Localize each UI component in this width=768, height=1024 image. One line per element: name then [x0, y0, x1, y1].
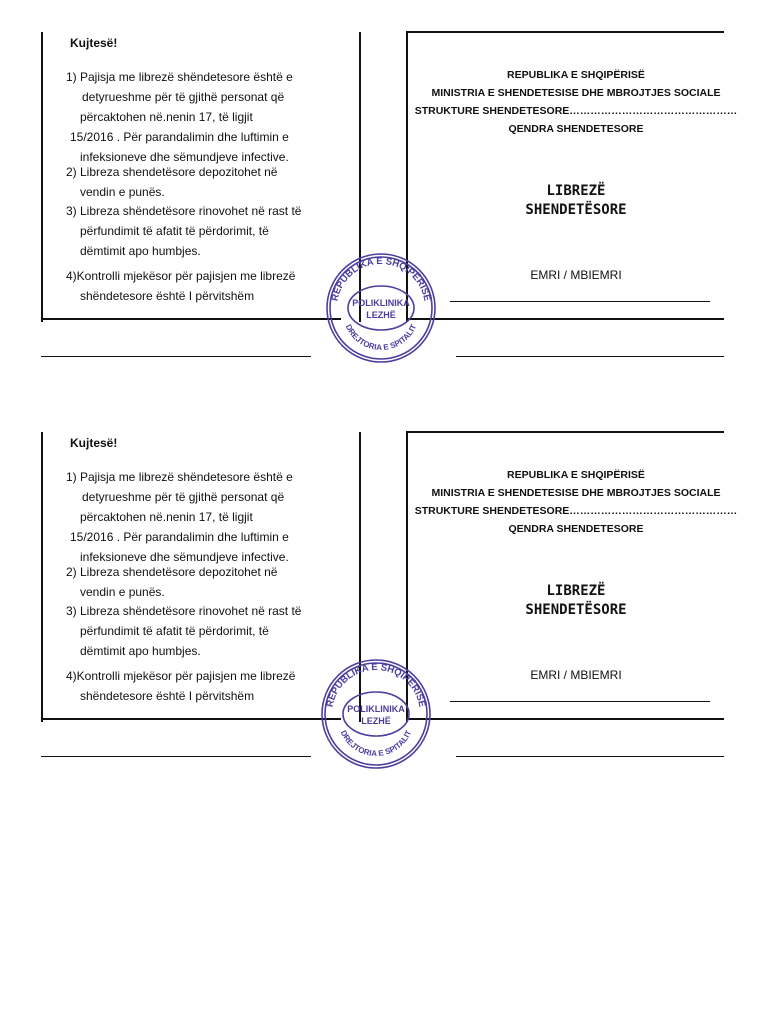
- warning-item-1: 1) Pajisja me librezë shëndetesore është e detyrueshme për të gjithë personat që përcaktohen në.nenin 17, të ligjit 15/2016 . Për parandalimin dhe luftimin e infeksioneve dhe sëmundjeve infective.: [66, 70, 293, 164]
- svg-text:REPUBLIKA E SHQIPËRISË: [330, 256, 433, 302]
- warning-item-2: 2) Libreza shendetësore depozitohet në vendin e punës.: [66, 165, 278, 199]
- booklet-title: LIBREZË SHENDETËSORE: [525, 583, 627, 618]
- name-label: EMRI / MBIEMRI: [530, 668, 622, 682]
- warning-title: Kujtesë!: [70, 36, 118, 50]
- warning-item-4: 4)Kontrolli mjekësor për pajisjen me librezë shëndetesore është I përvitshëm: [66, 269, 296, 303]
- cut-line-left: [41, 356, 311, 357]
- stamp-bottom-text: DREJTORIA E SPITALIT: [343, 322, 419, 353]
- warning-title: Kujtesë!: [70, 436, 118, 450]
- left-border: [41, 432, 43, 722]
- svg-text:DREJTORIA E SPITALIT: [344, 323, 419, 352]
- warning-item-3: 3) Libreza shëndetësore rinovohet në rast të përfundimit të afatit të përdorimit, të dëmtimit apo humbjes.: [66, 204, 302, 258]
- stamp-bottom-text: DREJTORIA E SPITALIT: [338, 728, 414, 759]
- warning-item-4: 4)Kontrolli mjekësor për pajisjen me librezë shëndetesore është I përvitshëm: [66, 669, 296, 703]
- booklet-title: LIBREZË SHENDETËSORE: [525, 183, 627, 218]
- stamp-outer-text: REPUBLIKA E SHQIPËRISË: [329, 255, 433, 303]
- stamp-inner-line-1: POLIKLINIKA: [347, 704, 405, 714]
- left-bottom-rule: [41, 318, 341, 320]
- svg-text:DREJTORIA E SPITALIT: [339, 729, 414, 758]
- left-border: [41, 32, 43, 322]
- cut-line-right: [456, 756, 724, 757]
- svg-text:REPUBLIKA E SHQIPËRISË: [325, 662, 428, 708]
- institution-header: REPUBLIKA E SHQIPËRISË MINISTRIA E SHENDETESISE DHE MBROJTJES SOCIALE STRUKTURE SHENDETESORE………………………………………… QENDRA SHENDETESORE: [414, 469, 738, 535]
- right-top-rule: [406, 31, 724, 33]
- warning-item-3: 3) Libreza shëndetësore rinovohet në rast të përfundimit të afatit të përdorimit, të dëmtimit apo humbjes.: [66, 604, 302, 658]
- cut-line-left: [41, 756, 311, 757]
- health-card-1: [0, 0, 768, 380]
- stamp-outer-text: REPUBLIKA E SHQIPËRISË: [324, 661, 428, 709]
- warning-item-2: 2) Libreza shendetësore depozitohet në vendin e punës.: [66, 565, 278, 599]
- stamp-inner-line-2: LEZHË: [366, 310, 396, 320]
- left-bottom-rule: [41, 718, 341, 720]
- warning-item-1: 1) Pajisja me librezë shëndetesore është e detyrueshme për të gjithë personat që përcaktohen në.nenin 17, të ligjit 15/2016 . Për parandalimin dhe luftimin e infeksioneve dhe sëmundjeve infective.: [66, 470, 293, 564]
- right-top-rule: [406, 431, 724, 433]
- health-card-2: [0, 400, 768, 780]
- right-bottom-rule: [406, 318, 724, 320]
- polyclinic-stamp: [323, 250, 439, 366]
- name-underline: [450, 301, 710, 302]
- polyclinic-stamp: [318, 656, 434, 772]
- stamp-inner-line-1: POLIKLINIKA: [352, 298, 410, 308]
- name-underline: [450, 701, 710, 702]
- institution-header: REPUBLIKA E SHQIPËRISË MINISTRIA E SHENDETESISE DHE MBROJTJES SOCIALE STRUKTURE SHENDETESORE………………………………………… QENDRA SHENDETESORE: [414, 69, 738, 135]
- name-label: EMRI / MBIEMRI: [530, 268, 622, 282]
- cut-line-right: [456, 356, 724, 357]
- stamp-inner-line-2: LEZHË: [361, 716, 391, 726]
- right-bottom-rule: [406, 718, 724, 720]
